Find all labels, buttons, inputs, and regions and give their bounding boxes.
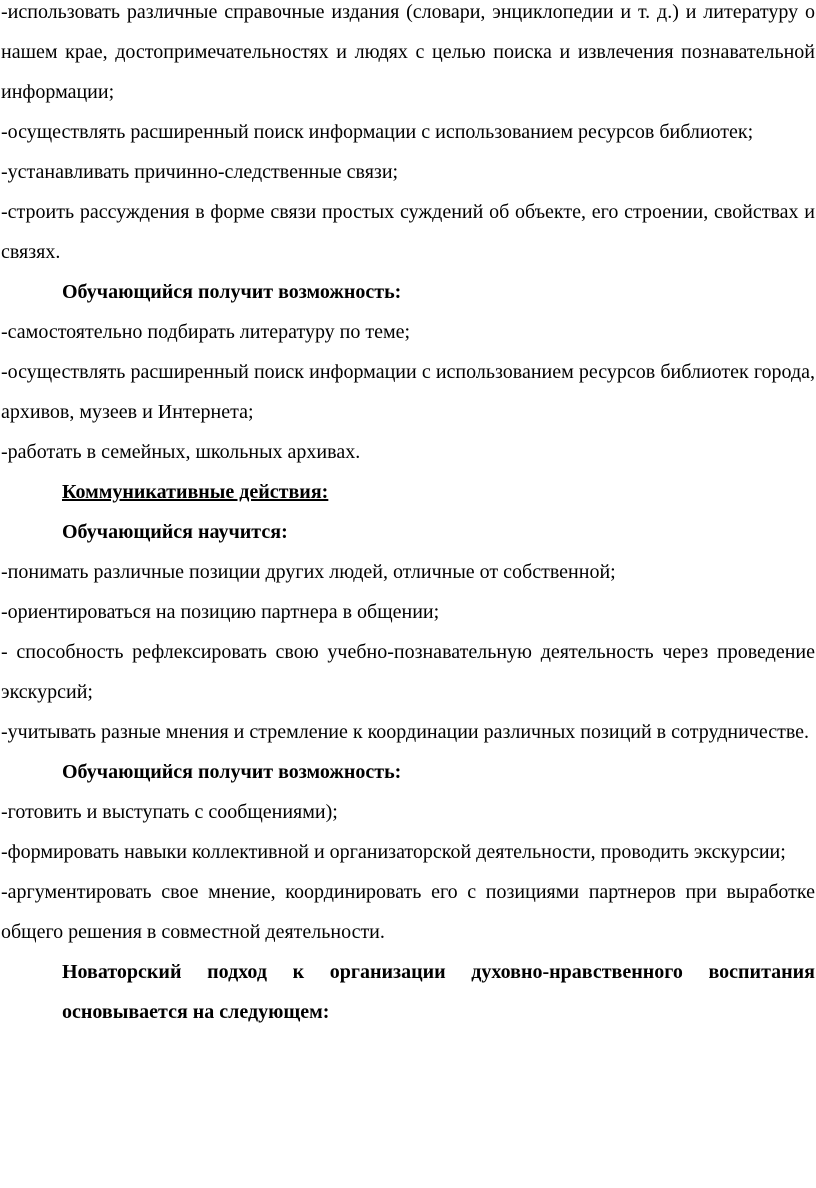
paragraph-select-literature: -самостоятельно подбирать литературу по теме;: [1, 321, 411, 343]
paragraph-understand-positions: -понимать различные позиции других людей, отличные от собственной;: [1, 561, 616, 583]
heading-communicative-actions-text: Коммуникативные действия:: [62, 481, 329, 503]
heading-opportunity-1: Обучающийся получит возможность:: [62, 281, 402, 303]
paragraph-reflection: - способность рефлексировать свою учебно-познавательную деятельность через проведение экскурсий;: [1, 641, 815, 703]
paragraph-presentations: -готовить и выступать с сообщениями);: [1, 801, 338, 823]
paragraph-partner-orientation: -ориентироваться на позицию партнера в общении;: [1, 601, 440, 623]
heading-opportunity-2: Обучающийся получит возможность:: [62, 761, 402, 783]
heading-communicative-actions: [1, 472, 815, 512]
paragraph-organizational-skills: -формировать навыки коллективной и организаторской деятельности, проводить экскурсии;: [1, 841, 786, 863]
heading-will-learn: Обучающийся научится:: [62, 521, 288, 543]
paragraph-cooperation: -учитывать разные мнения и стремление к координации различных позиций в сотрудничестве.: [1, 721, 810, 743]
paragraph-extended-search: -осуществлять расширенный поиск информации с использованием ресурсов библиотек города, архивов, музеев и Интернета;: [1, 361, 815, 423]
heading-innovative-approach: Новаторский подход к организации духовно-нравственного воспитания основывается на следующем:: [62, 961, 815, 1023]
paragraph-reference-sources: -использовать различные справочные издания (словари, энциклопедии и т. д.) и литературу о нашем крае, достопримечательностях и людях с целью поиска и извлечения познавательной информации;: [1, 1, 815, 103]
paragraph-reasoning: -строить рассуждения в форме связи простых суждений об объекте, его строении, свойствах и связях.: [1, 201, 815, 263]
paragraph-argue-opinion: -аргументировать свое мнение, координировать его с позициями партнеров при выработке общего решения в совместной деятельности.: [1, 881, 815, 943]
paragraph-library-search: -осуществлять расширенный поиск информации с использованием ресурсов библиотек;: [1, 121, 754, 143]
paragraph-causal-links: -устанавливать причинно-следственные связи;: [1, 161, 399, 183]
paragraph-archives: -работать в семейных, школьных архивах.: [1, 441, 361, 463]
